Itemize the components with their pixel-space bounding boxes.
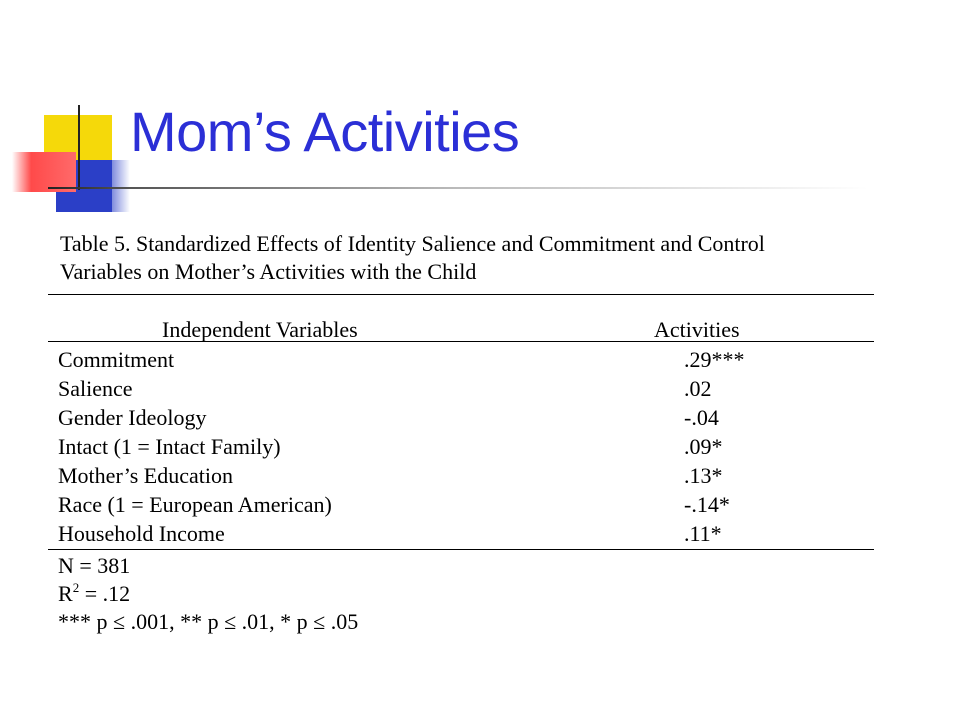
table-row — [48, 491, 874, 520]
row-value: -.04 — [684, 405, 719, 430]
title-deco-blue-fade — [100, 160, 130, 212]
table-body — [48, 342, 874, 549]
row-value: .13* — [684, 463, 723, 488]
row-label: Mother’s Education — [58, 463, 233, 488]
row-value: .02 — [684, 376, 712, 401]
table-row — [48, 462, 874, 491]
title-deco-vertical-line — [78, 105, 80, 190]
header-activities: Activities — [654, 317, 740, 342]
table-row — [48, 433, 874, 462]
table-row — [48, 346, 874, 375]
row-label: Race (1 = European American) — [58, 492, 332, 517]
row-label: Commitment — [58, 347, 175, 372]
table-row — [48, 404, 874, 433]
row-value: .09* — [684, 434, 723, 459]
row-label: Household Income — [58, 521, 225, 546]
row-value: .29*** — [684, 347, 745, 372]
row-value: -.14* — [684, 492, 730, 517]
results-table — [48, 230, 874, 636]
title-underline — [48, 187, 868, 189]
r2-superscript: 2 — [72, 580, 80, 595]
row-label: Gender Ideology — [58, 405, 207, 430]
title-deco-red-bar — [12, 152, 76, 192]
table-row — [48, 375, 874, 404]
table-caption-line-1: Table 5. Standardized Effects of Identity Salience and Commitment and Control — [60, 231, 765, 256]
r2-prefix: R — [58, 581, 73, 606]
table-row — [48, 520, 874, 549]
note-significance: *** p ≤ .001, ** p ≤ .01, * p ≤ .05 — [58, 609, 359, 634]
table-notes — [48, 550, 874, 636]
table-header-row — [48, 295, 874, 341]
note-r-squared — [48, 580, 874, 608]
r2-suffix: = .12 — [79, 581, 131, 606]
row-label: Intact (1 = Intact Family) — [58, 434, 281, 459]
slide-title: Mom’s Activities — [130, 100, 520, 163]
header-independent-variables: Independent Variables — [162, 317, 358, 342]
row-label: Salience — [58, 376, 133, 401]
table-caption — [48, 230, 874, 286]
row-value: .11* — [684, 521, 722, 546]
table-caption-line-2: Variables on Mother’s Activities with the Child — [60, 259, 477, 284]
note-sample-size: N = 381 — [58, 553, 131, 578]
